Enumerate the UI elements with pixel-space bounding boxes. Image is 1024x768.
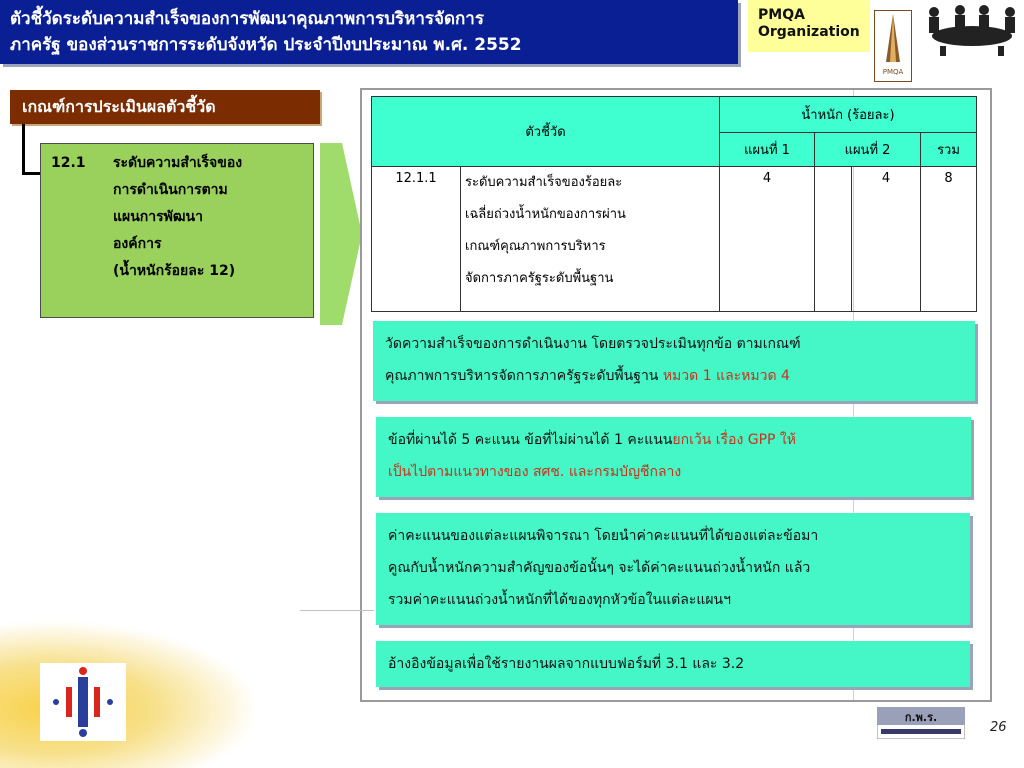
row-total: 8 [921, 167, 977, 312]
criteria-description [113, 150, 309, 285]
info-box-calculation [376, 513, 970, 625]
pmqa-logo [874, 10, 912, 82]
box-text: รวมค่าคะแนนถ่วงน้ำหนักที่ได้ของทุกหัวข้อในแต่ละแผนฯ [388, 592, 731, 608]
header-plan-2: แผนที่ 2 [815, 133, 921, 167]
row-plan-2: 4 [852, 167, 921, 312]
criteria-code: 12.1 [51, 155, 86, 171]
box-text: ค่าคะแนนของแต่ละแผนพิจารณา โดยนำค่าคะแนนที่ได้ของแต่ละข้อมา [388, 528, 819, 544]
pmqa-label-line1: PMQA [758, 7, 805, 23]
connector-line [22, 172, 40, 175]
row-desc-line: เฉลี่ยถ่วงน้ำหนักของการผ่าน [465, 207, 626, 222]
box-text: คูณกับน้ำหนักความสำคัญของข้อนั้นๆ จะได้ค่าคะแนนถ่วงน้ำหนัก แล้ว [388, 560, 811, 576]
title-line-1: ตัวชี้วัดระดับความสำเร็จของการพัฒนาคุณภาพการบริหารจัดการ [10, 9, 484, 29]
page-number: 26 [990, 720, 1007, 735]
title-line-2: ภาครัฐ ของส่วนราชการระดับจังหวัด ประจำปีงบประมาณ พ.ศ. 2552 [10, 35, 522, 55]
box-highlight: เป็นไปตามแนวทางของ สศช. และกรมบัญชีกลาง [388, 464, 682, 480]
meeting-people-icon [920, 0, 1024, 56]
criteria-desc-line: องค์การ [113, 236, 162, 252]
gold-light-decoration [0, 620, 260, 768]
header-indicator: ตัวชี้วัด [372, 97, 720, 167]
criteria-desc-line: การดำเนินการตาม [113, 182, 228, 198]
pmqa-organization-label [748, 0, 870, 52]
row-empty-cell [815, 167, 852, 312]
criteria-desc-line: แผนการพัฒนา [113, 209, 203, 225]
header-weight: น้ำหนัก (ร้อยละ) [720, 97, 977, 133]
row-desc-line: เกณฑ์คุณภาพการบริหาร [465, 239, 606, 254]
ministry-logo-icon [40, 663, 126, 741]
box-text: คุณภาพการบริหารจัดการภาครัฐระดับพื้นฐาน [385, 368, 663, 384]
box-text: ข้อที่ผ่านได้ 5 คะแนน ข้อที่ไม่ผ่านได้ 1 คะแนน [388, 432, 673, 448]
kpr-logo-text: ก.พ.ร. [904, 711, 938, 724]
criteria-heading: เกณฑ์การประเมินผลตัวชี้วัด [10, 90, 320, 124]
box-text: อ้างอิงข้อมูลเพื่อใช้รายงานผลจากแบบฟอร์มที่ 3.1 และ 3.2 [388, 656, 745, 672]
box-text: วัดความสำเร็จของการดำเนินงาน โดยตรวจประเมินทุกข้อ ตามเกณฑ์ [385, 336, 801, 352]
row-description [461, 167, 720, 312]
info-box-reference [376, 641, 970, 687]
criteria-box [40, 143, 314, 318]
pmqa-logo-text: PMQA [882, 68, 904, 76]
info-box-scoring [376, 417, 971, 497]
header-plan-1: แผนที่ 1 [720, 133, 815, 167]
indicator-table [371, 96, 977, 312]
row-desc-line: ระดับความสำเร็จของร้อยละ [465, 175, 623, 190]
info-box-measurement [373, 321, 975, 401]
row-code: 12.1.1 [372, 167, 461, 312]
row-desc-line: จัดการภาครัฐระดับพื้นฐาน [465, 271, 614, 286]
box-highlight: ยกเว้น เรื่อง GPP ให้ [672, 432, 796, 448]
pmqa-label-line2: Organization [758, 24, 860, 40]
row-plan-1: 4 [720, 167, 815, 312]
header-total: รวม [921, 133, 977, 167]
arrow-right-icon [320, 143, 362, 325]
guide-line [300, 610, 374, 611]
criteria-desc-line: ระดับความสำเร็จของ [113, 155, 243, 171]
criteria-desc-line: (น้ำหนักร้อยละ 12) [113, 263, 236, 279]
connector-line [22, 124, 25, 174]
kpr-logo [877, 707, 965, 739]
box-highlight: หมวด 1 และหมวด 4 [662, 368, 790, 384]
slide-title [0, 0, 738, 64]
